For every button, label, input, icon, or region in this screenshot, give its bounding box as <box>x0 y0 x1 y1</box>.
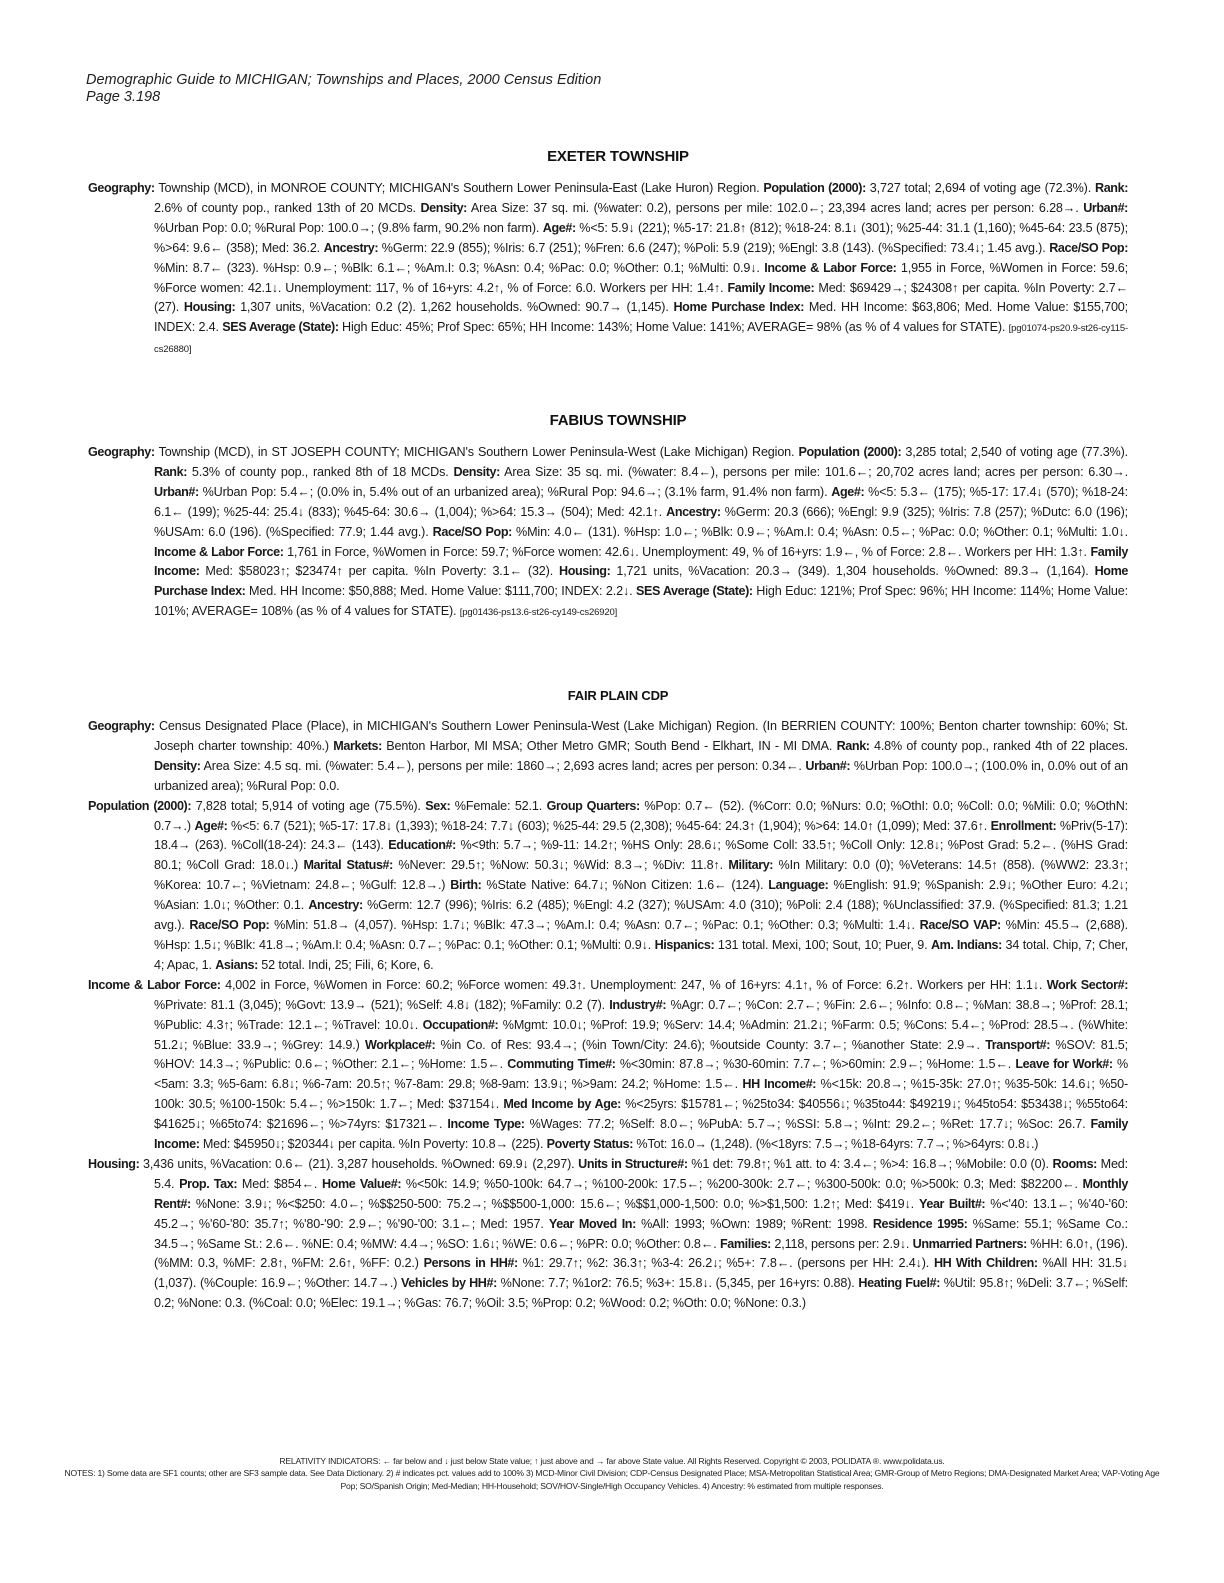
field-value: Med: $58023↑; $23474↑ per capita. %In Poverty: 3.1← (32). <box>199 564 560 579</box>
field-value: %Germ: 20.3 (666); %Engl: 9.9 (325); %Iris: 7.8 (257); %Dutc: 6.0 (196); %USAm: 6.0 (196). (%Specified: 77.9; 1.44 avg.). <box>154 504 1128 539</box>
field-label: Military: <box>728 858 774 873</box>
field-label: Families: <box>719 1236 771 1251</box>
field-label: Enrollment: <box>990 818 1057 833</box>
field-value: %Util: 95.8↑; %Deli: 3.7←; %Self: 0.2; %None: 0.3. (%Coal: 0.0; %Elec: 19.1→; %Gas: 76.7; %Oil: 3.5; %Prop: 0.2; %Wood: 0.2; %Oth: 0.0; %None: 0.3.) <box>154 1276 1128 1311</box>
field-value: %in Co. of Res: 93.4→; (%in Town/City: 24.6); %outside County: 3.7←; %another State: 2.9→. <box>435 1037 986 1052</box>
field-label: Rooms: <box>1052 1156 1097 1171</box>
data-paragraph <box>88 717 1128 797</box>
page-footer <box>60 1455 1164 1492</box>
field-value: Med: $69429→; $24308↑ per capita. %In Poverty: 2.7← (27). <box>154 280 1128 315</box>
field-label: Prop. Tax: <box>179 1176 238 1191</box>
field-value: %Min: 4.0← (131). %Hsp: 1.0←; %Blk: 0.9←; %Am.I: 0.4; %Asn: 0.5←; %Pac: 0.0; %Other: 0.1; %Multi: 1.0↓. <box>511 524 1128 539</box>
field-value: %Min: 8.7← (323). %Hsp: 0.9←; %Blk: 6.1←; %Am.I: 0.3; %Asn: 0.4; %Pac: 0.0; %Other: 0.1; %Multi: 0.9↓. <box>154 260 765 275</box>
field-value: 1,307 units, %Vacation: 0.2 (2). 1,262 households. %Owned: 90.7→ (1,145). <box>235 300 674 315</box>
notes: NOTES: 1) Some data are SF1 counts; other are SF3 sample data. See Data Dictionary. 2) # indicates pct. values add to 100% 3) MCD-Minor Civil Division; CDP-Census Designated Place; MSA-Metropolitan Statistical Area; GMR-Group of Metro Regions; DMA-Designated Market Area; VAP-Voting Age Pop; SO/Spanish Origin; Med-Median; HH-Household; SOV/HOV-Single/High Occupancy Vehicles. 4) Ancestry: % estimated from multiple responses. <box>64 1468 1160 1491</box>
field-value: %Private: 81.1 (3,045); %Govt: 13.9→ (521); %Self: 4.8↓ (182); %Family: 0.2 (7). <box>154 997 610 1012</box>
field-label: Ancestry: <box>666 504 721 519</box>
field-value: Med: 5.4. <box>154 1156 1129 1191</box>
field-label: Persons in HH#: <box>423 1256 518 1271</box>
field-label: Asians: <box>215 957 258 972</box>
field-value: %Tot: 16.0→ (1,248). (%<18yrs: 7.5→; %18-64yrs: 7.7→; %>64yrs: 0.8↓.) <box>633 1137 1039 1152</box>
field-value: Area Size: 37 sq. mi. (%water: 0.2), persons per mile: 102.0←; 23,394 acres land; acres per person: 6.28→. <box>466 200 1084 215</box>
field-label: SES Average (State): <box>636 584 753 599</box>
field-label: Income & Labor Force: <box>764 260 897 275</box>
field-label: Unmarried Partners: <box>912 1236 1027 1251</box>
field-label: Population (2000): <box>88 798 192 813</box>
field-label: Med Income by Age: <box>503 1097 621 1112</box>
page-header <box>86 72 601 106</box>
field-value: %Germ: 22.9 (855); %Iris: 6.7 (251); %Fren: 6.6 (247); %Poli: 5.9 (219); %Engl: 3.8 (143). (%Specified: 73.4↓; 1.45 avg.). <box>378 240 1050 255</box>
field-value: Township (MCD), in MONROE COUNTY; MICHIGAN's Southern Lower Peninsula-East (Lake Huron) Region. <box>154 181 764 195</box>
field-label: Language: <box>768 878 829 893</box>
field-label: Density: <box>154 758 201 773</box>
section-exeter-township <box>88 148 1128 360</box>
field-value: %Pop: 0.7← (52). (%Corr: 0.0; %Nurs: 0.0; %OthI: 0.0; %Coll: 0.0; %Mili: 0.0; %OthN: 0.7→.) <box>154 798 1128 833</box>
field-value: 7,828 total; 5,914 of voting age (75.5%). <box>191 798 426 813</box>
field-label: Ancestry: <box>323 240 379 255</box>
field-label: Occupation#: <box>422 1017 499 1032</box>
field-label: Population (2000): <box>798 445 902 459</box>
field-value: Med. HH Income: $50,888; Med. Home Value: $111,700; INDEX: 2.2↓. <box>245 584 636 599</box>
field-label: Age#: <box>542 220 576 235</box>
document-title: Demographic Guide to MICHIGAN; Townships and Places, 2000 Census Edition <box>86 72 602 88</box>
field-value: 3,436 units, %Vacation: 0.6← (21). 3,287 households. %Owned: 69.9↓ (2,297). <box>139 1156 579 1171</box>
field-value: Area Size: 4.5 sq. mi. (%water: 5.4←), persons per mile: 1860→; 2,693 acres land; acres per person: 0.34←. <box>200 758 806 773</box>
field-value: %Urban Pop: 5.4←; (0.0% in, 5.4% out of an urbanized area); %Rural Pop: 94.6→; (3.1% farm, 91.4% non farm). <box>198 484 832 499</box>
field-label: Poverty Status: <box>546 1137 634 1152</box>
field-label: Density: <box>420 200 467 215</box>
field-label: Marital Status#: <box>303 858 393 873</box>
field-label: Income Type: <box>447 1117 525 1132</box>
field-value: %SOV: 81.5; %HOV: 14.3→; %Public: 0.6←; %Other: 2.1←; %Home: 1.5←. <box>154 1037 1129 1072</box>
data-paragraph <box>88 797 1128 976</box>
field-value: 2.6% of county pop., ranked 13th of 20 MCDs. <box>154 200 421 215</box>
field-label: Leave for Work#: <box>1015 1057 1113 1072</box>
field-value: %1: 29.7↑; %2: 36.3↑; %3-4: 26.2↓; %5+: 7.8←. (persons per HH: 2.4↓). <box>517 1256 934 1271</box>
relativity-indicators-note: RELATIVITY INDICATORS: ← far below and ↓ just below State value; ↑ just above and → far above State value. All Rights Reserved. Copyright © 2003, POLIDATA ®. www.polidata.us. <box>279 1456 945 1466</box>
field-label: Housing: <box>183 300 236 315</box>
field-label: Age#: <box>194 818 228 833</box>
field-value: Med: $45950↓; $20344↓ per capita. %In Poverty: 10.8→ (225). <box>199 1137 547 1152</box>
field-label: Units in Structure#: <box>578 1156 688 1171</box>
field-label: Hispanics: <box>654 937 715 952</box>
field-label: Home Purchase Index: <box>673 300 805 315</box>
field-value: 4,002 in Force, %Women in Force: 60.2; %Force women: 49.3↑. Unemployment: 247, % of 16+yrs: 4.1↑, % of Force: 6.2↑. Workers per HH: 1.1↓. <box>220 977 1047 992</box>
field-value: High Educ: 121%; Prof Spec: 96%; HH Income: 114%; Home Value: 101%; AVERAGE= 108% (as % of 4 values for STATE). <box>154 584 1128 619</box>
field-value: 5.3% of county pop., ranked 8th of 18 MCDs. <box>187 464 454 479</box>
field-label: Housing: <box>88 1156 140 1171</box>
field-label: Rank: <box>836 738 870 753</box>
field-value: %<50k: 14.9; %50-100k: 64.7→; %100-200k: 17.5←; %200-300k: 2.7←; %300-500k: 0.0; %>500k: 0.3; Med: $82200←. <box>401 1176 1083 1191</box>
field-value: %Min: 51.8→ (4,057). %Hsp: 1.7↓; %Blk: 47.3→; %Am.I: 0.4; %Asn: 0.7←; %Pac: 0.1; %Other: 0.3; %Multi: 1.4↓. <box>269 918 920 933</box>
field-value: %<25yrs: $15781←; %25to34: $40556↓; %35to44: $49219↓; %45to54: $53438↓; %55to64: $41625↓; %65to74: $21696←; %>74yrs: $17321←. <box>154 1097 1128 1132</box>
field-value: Benton Harbor, MI MSA; Other Metro GMR; South Bend - Elkhart, IN - MI DMA. <box>381 738 837 753</box>
field-label: Commuting Time#: <box>507 1057 616 1072</box>
field-label: Industry#: <box>609 997 667 1012</box>
field-value: %<'40: 13.1←; %'40-'60: 45.2→; %'60-'80: 35.7↑; %'80-'90: 2.9←; %'90-'00: 3.1←; Med: 1957. <box>154 1196 1128 1231</box>
field-label: Group Quarters: <box>546 798 640 813</box>
field-value: %Urban Pop: 100.0→; (100.0% in, 0.0% out of an urbanized area); %Rural Pop: 0.0. <box>154 758 1128 793</box>
field-value: Area Size: 35 sq. mi. (%water: 8.4←), persons per mile: 101.6←; 20,702 acres land; acres per person: 6.30→. <box>499 464 1128 479</box>
field-value: 2,118, persons per: 2.9↓. <box>770 1236 913 1251</box>
field-value: %None: 7.7; %1or2: 76.5; %3+: 15.8↓. (5,345, per 16+yrs: 0.88). <box>496 1276 859 1291</box>
field-value: %State Native: 64.7↓; %Non Citizen: 1.6← (124). <box>481 878 769 893</box>
field-label: Income & Labor Force: <box>88 977 221 992</box>
field-value: %<9th: 5.7→; %9-11: 14.2↑; %HS Only: 28.6↓; %Some Coll: 33.5↑; %Coll Only: 12.8↓; %Post Grad: 5.2←. (%HS Grad: 80.1; %Coll Grad: 18.0↓.) <box>154 838 1128 873</box>
record-code: [pg01436-ps13.6-st26-cy149-cs26920] <box>459 607 618 619</box>
field-value: %<5: 5.9↓ (221); %5-17: 21.8↑ (812); %18-24: 8.1↓ (301); %25-44: 31.1 (1,160); %45-64: 23.5 (875); %>64: 9.6← (358); Med: 36.2. <box>154 220 1128 255</box>
record-code: [pg01074-ps20.9-st26-cy115-cs26880] <box>154 323 1128 356</box>
field-label: Transport#: <box>985 1037 1051 1052</box>
field-value: 1,761 in Force, %Women in Force: 59.7; %Force women: 42.6↓. Unemployment: 49, % of 16+yrs: 1.9←, % of Force: 2.8←. Workers per HH: 1.3↑. <box>283 544 1091 559</box>
field-value: %<5: 6.7 (521); %5-17: 17.8↓ (1,393); %18-24: 7.7↓ (603); %25-44: 29.5 (2,308); %45-64: 24.3↑ (1,904); %>64: 14.0↑ (1,099); Med: 37.6↑. <box>227 818 991 833</box>
field-label: Vehicles by HH#: <box>401 1276 497 1291</box>
page-number: Page 3.198 <box>86 89 161 105</box>
field-value: 52 total. Indi, 25; Fili, 6; Kore, 6. <box>257 957 434 972</box>
field-value: %In Military: 0.0 (0); %Veterans: 14.5↑ (858). (%WW2: 23.3↑; %Korea: 10.7←; %Vietnam: 24.8←; %Gulf: 12.8→.) <box>154 858 1129 893</box>
field-label: Home Value#: <box>321 1176 402 1191</box>
field-label: Race/SO Pop: <box>189 918 270 933</box>
section-title: FABIUS TOWNSHIP <box>549 412 687 429</box>
section-body <box>88 717 1128 1314</box>
field-value: %Priv(5-17): 18.4→ (263). %Coll(18-24): 24.3← (143). <box>154 818 1128 853</box>
field-value: 3,285 total; 2,540 of voting age (77.3%). <box>901 445 1128 459</box>
field-label: Urban#: <box>154 484 199 499</box>
field-value: Census Designated Place (Place), in MICHIGAN's Southern Lower Peninsula-West (Lake Michigan) Region. (In BERRIEN COUNTY: 100%; Benton charter township: 60%; St. Joseph charter township: 40%.) <box>154 719 1128 753</box>
field-label: Age#: <box>831 484 865 499</box>
section-body <box>88 179 1128 360</box>
field-label: Geography: <box>88 181 155 195</box>
field-label: Heating Fuel#: <box>858 1276 940 1291</box>
data-paragraph <box>88 1155 1128 1314</box>
section-title: FAIR PLAIN CDP <box>567 688 669 703</box>
data-paragraph <box>88 443 1128 623</box>
field-value: %<30min: 87.8→; %30-60min: 7.7←; %>60min: 2.9←; %Home: 1.5←. <box>615 1057 1016 1072</box>
field-value: Township (MCD), in ST JOSEPH COUNTY; MICHIGAN's Southern Lower Peninsula-West (Lake Michigan) Region. <box>154 445 799 459</box>
field-value: %Same: 55.1; %Same Co.: 34.5→; %Same St.: 2.6←. %NE: 0.4; %MW: 4.4→; %SO: 1.6↓; %WE: 0.6←; %PR: 0.0; %Other: 0.8←. <box>154 1216 1128 1251</box>
field-value: %None: 3.9↓; %<$250: 4.0←; %$$250-500: 75.2→; %$$500-1,000: 15.6←; %$$1,000-1,500: 0.0; %>$1,500: 1.2↑; Med: $419↓. <box>190 1196 920 1211</box>
field-label: Family Income: <box>154 544 1128 579</box>
field-value: %All: 1993; %Own: 1989; %Rent: 1998. <box>635 1216 873 1231</box>
field-label: Year Built#: <box>919 1196 986 1211</box>
field-label: Urban#: <box>1083 200 1128 215</box>
field-value: High Educ: 45%; Prof Spec: 65%; HH Income: 143%; Home Value: 141%; AVERAGE= 98% (as % of 4 values for STATE). <box>338 320 1009 335</box>
field-label: Housing: <box>559 564 611 579</box>
field-value: %Germ: 12.7 (996); %Iris: 6.2 (485); %Engl: 4.2 (327); %USAm: 4.0 (310); %Poli: 2.4 (188); %Unclassified: 37.9. (%Specified: 81.3; 1.21 avg.). <box>154 898 1128 933</box>
field-value: %Urban Pop: 0.0; %Rural Pop: 100.0→; (9.8% farm, 90.2% non farm). <box>154 220 543 235</box>
field-value: %All HH: 31.5↓ (1,037). (%Couple: 16.9←; %Other: 14.7→.) <box>154 1256 1129 1291</box>
field-label: Urban#: <box>805 758 851 773</box>
field-value: %Min: 45.5→ (2,688). %Hsp: 1.5↓; %Blk: 41.8→; %Am.I: 0.4; %Asn: 0.7←; %Pac: 0.1; %Other: 0.1; %Multi: 0.9↓. <box>154 918 1129 952</box>
data-paragraph <box>88 976 1128 1155</box>
field-label: Rank: <box>154 464 187 479</box>
field-value: %Female: 52.1. <box>450 798 547 813</box>
field-label: Density: <box>453 464 500 479</box>
section-title: EXETER TOWNSHIP <box>547 148 689 165</box>
field-value: %<15k: 20.8→; %15-35k: 27.0↑; %35-50k: 14.6↓; %50-100k: 30.5; %100-150k: 5.4←; %>150k: 1.7←; Med: $37154↓. <box>154 1077 1129 1112</box>
field-value: 1,955 in Force, %Women in Force: 59.6; %Force women: 42.1↓. Unemployment: 117, % of 16+yrs: 4.2↑, % of Force: 6.0. Workers per HH: 1.4↑. <box>154 260 1128 295</box>
field-label: Race/SO Pop: <box>432 524 512 539</box>
field-label: Year Moved In: <box>548 1216 636 1231</box>
field-value: 4.8% of county pop., ranked 4th of 22 places. <box>869 738 1128 753</box>
field-value: 131 total. Mexi, 100; Sout, 10; Puer, 9. <box>714 937 931 952</box>
field-value: %English: 91.9; %Spanish: 2.9↓; %Other Euro: 4.2↓; %Asian: 1.0↓; %Other: 0.1. <box>154 878 1129 913</box>
field-value: %Never: 29.5↑; %Now: 50.3↓; %Wid: 8.3→; %Div: 11.8↑. <box>392 858 729 873</box>
section-fair-plain-cdp <box>88 688 1128 1314</box>
field-label: Rank: <box>1095 181 1128 195</box>
field-label: Ancestry: <box>308 898 363 913</box>
field-value: %1 det: 79.8↑; %1 att. to 4: 3.4←; %>4: 16.8→; %Mobile: 0.0 (0). <box>687 1156 1053 1171</box>
field-label: Monthly Rent#: <box>154 1176 1129 1211</box>
field-value: %HH: 6.0↑, (196). (%MM: 0.3, %MF: 2.8↑, %FM: 2.6↑, %FF: 0.2.) <box>154 1236 1128 1271</box>
field-label: Family Income: <box>154 1117 1128 1152</box>
field-label: Population (2000): <box>763 181 866 195</box>
field-value: %Mgmt: 10.0↓; %Prof: 19.9; %Serv: 14.4; %Admin: 21.2↓; %Farm: 0.5; %Cons: 5.4←; %Prod: 28.5→. (%White: 51.2↓; %Blue: 33.9→; %Grey: 14.9.) <box>154 1017 1128 1052</box>
field-label: Race/SO Pop: <box>1049 240 1128 255</box>
section-body <box>88 443 1128 623</box>
field-label: Markets: <box>333 738 382 753</box>
field-label: Work Sector#: <box>1046 977 1128 992</box>
field-label: Home Purchase Index: <box>154 564 1128 599</box>
field-label: Workplace#: <box>364 1037 436 1052</box>
field-label: Geography: <box>88 719 155 733</box>
field-label: Sex: <box>425 798 451 813</box>
field-label: HH With Children: <box>933 1256 1038 1271</box>
field-value: %Wages: 77.2; %Self: 8.0←; %PubA: 5.7→; %SSI: 5.8→; %Int: 29.2←; %Ret: 17.7↓; %Soc: 26.7. <box>524 1117 1091 1132</box>
field-label: Income & Labor Force: <box>154 544 284 559</box>
field-value: 1,721 units, %Vacation: 20.3→ (349). 1,304 households. %Owned: 89.3→ (1,164). <box>610 564 1095 579</box>
field-label: SES Average (State): <box>222 320 339 335</box>
field-value: %Agr: 0.7←; %Con: 2.7←; %Fin: 2.6←; %Info: 0.8←; %Man: 38.8→; %Prof: 28.1; %Public: 4.3↑; %Trade: 12.1←; %Travel: 10.0↓. <box>154 997 1128 1032</box>
field-label: Birth: <box>450 878 482 893</box>
field-value: %<5am: 3.3; %5-6am: 6.8↓; %6-7am: 20.5↑; %7-8am: 29.8; %8-9am: 13.9↓; %>9am: 24.2; %Home: 1.5←. <box>154 1057 1128 1092</box>
field-value: 3,727 total; 2,694 of voting age (72.3%). <box>865 181 1095 195</box>
field-label: Geography: <box>88 445 155 459</box>
field-label: Family Income: <box>727 280 815 295</box>
field-label: Race/SO VAP: <box>919 918 1001 933</box>
field-label: Residence 1995: <box>872 1216 968 1231</box>
section-fabius-township <box>88 412 1128 623</box>
field-value: Med: $854←. <box>237 1176 322 1191</box>
field-label: Am. Indians: <box>930 937 1002 952</box>
field-value: 34 total. Chip, 7; Cher, 4; Apac, 1. <box>154 937 1128 972</box>
field-label: Education#: <box>388 838 456 853</box>
field-label: HH Income#: <box>742 1077 817 1092</box>
field-value: %<5: 5.3← (175); %5-17: 17.4↓ (570); %18-24: 6.1← (199); %25-44: 25.4↓ (833); %45-64: 30.6→ (1,004); %>64: 15.3→ (504); Med: 42.1↑. <box>154 484 1128 519</box>
data-paragraph <box>88 179 1128 360</box>
field-value: Med. HH Income: $63,806; Med. Home Value: $155,700; INDEX: 2.4. <box>154 300 1129 335</box>
